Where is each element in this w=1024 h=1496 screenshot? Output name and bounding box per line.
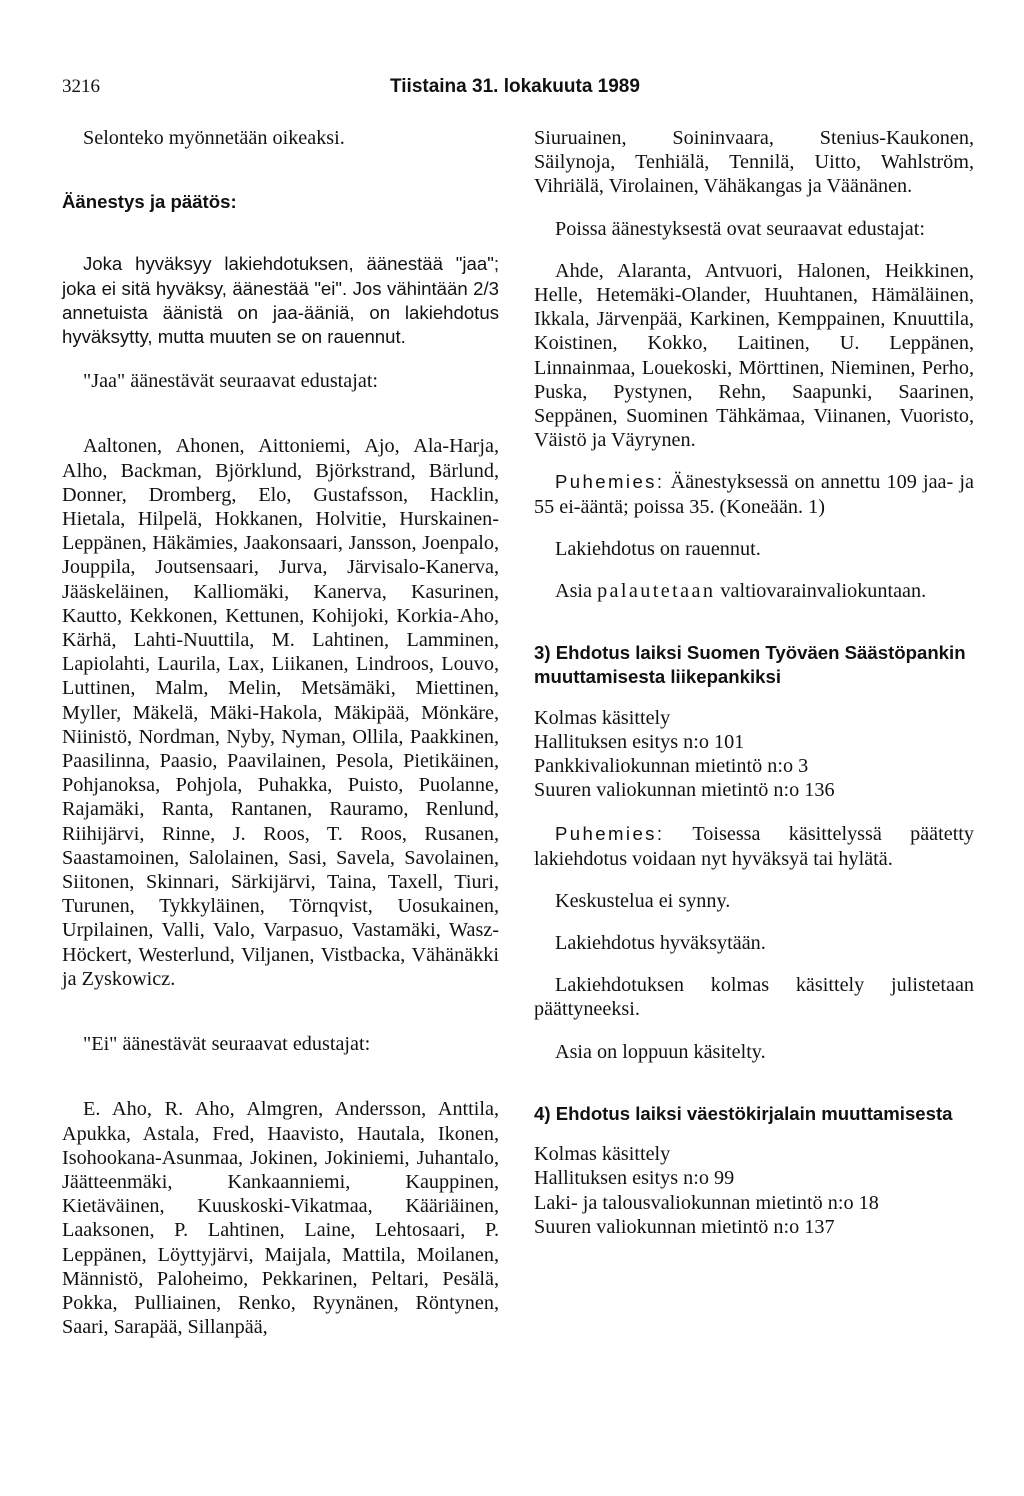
page-header: [62, 76, 962, 106]
vote-instructions: Joka hyväksyy lakiehdotuksen, äänestää "jaa"; joka ei sitä hyväksy, äänestää "ei". Jos vähintään 2/3 annetuista äänistä on jaa-ääniä, on lakiehdotus hyväksytty, mutta muuten se on rauennut.: [62, 253, 499, 348]
jaa-names: Aaltonen, Ahonen, Aittoniemi, Ajo, Ala-Harja, Alho, Backman, Björklund, Björkstrand, Bärlund, Donner, Dromberg, Elo, Gustafsson, Hacklin, Hietala, Hilpelä, Hokkanen, Holvitie, Hurskainen-Leppänen, Häkämies, Jaakonsaari, Jansson, Joenpalo, Jouppila, Joutsensaari, Jurva, Järvisalo-Kanerva, Jääskeläinen, Kalliomäki, Kanerva, Kasurinen, Kautto, Kekkonen, Kettunen, Kohijoki, Korkia-Aho, Kärhä, Lahti-Nuuttila, M. Lahtinen, Lamminen, Lapiolahti, Laurila, Lax, Liikanen, Lindroos, Louvo, Luttinen, Malm, Melin, Metsämäki, Miettinen, Myller, Mäkelä, Mäki-Hakola, Mäkipää, Mönkäre, Niinistö, Nordman, Nyby, Nyman, Ollila, Paakkinen, Paasilinna, Paasio, Paavilainen, Pesola, Pietikäinen, Pohjanoksa, Pohjola, Puhakka, Puisto, Puolanne, Rajamäki, Ranta, Rantanen, Rauramo, Renlund, Riihijärvi, Rinne, J. Roos, T. Roos, Rusanen, Saastamoinen, Salolainen, Sasi, Savela, Savolainen, Siitonen, Skinnari, Särkijärvi, Taina, Taxell, Tiuri, Turunen, Tykkyläinen, Törnqvist, Uosukainen, Urpilainen, Valli, Valo, Varpasuo, Vastamäki, Wasz-Höckert, Westerlund, Viljanen, Vistbacka, Vähänäkki ja Zyskowicz.: [62, 435, 499, 990]
item-done: Asia on loppuun käsitelty.: [555, 1040, 766, 1063]
item3-heading: 3) Ehdotus laiksi Suomen Työväen Säästöpankin muuttamisesta liikepankiksi: [534, 642, 966, 688]
item4-line: Kolmas käsittely: [534, 1143, 671, 1166]
item3-line: Pankkivaliokunnan mietintö n:o 3: [534, 755, 809, 778]
speaker-label: Puhemies:: [555, 471, 665, 493]
item4-line: Laki- ja talousvaliokunnan mietintö n:o 18: [534, 1191, 879, 1214]
item3-line: Hallituksen esitys n:o 101: [534, 730, 745, 753]
third-reading-closed: Lakiehdotuksen kolmas käsittely julistetaan päättyneeksi.: [534, 974, 974, 1021]
left-column: [62, 126, 499, 1339]
jaa-intro: "Jaa" äänestävät seuraavat edustajat:: [83, 370, 379, 393]
committee-name: valtiovarainvaliokuntaan.: [720, 580, 927, 603]
no-discussion: Keskustelua ei synny.: [555, 889, 731, 912]
absent-names: Ahde, Alaranta, Antvuori, Halonen, Heikkinen, Helle, Hetemäki-Olander, Huuhtanen, Hämäläinen, Ikkala, Järvenpää, Karkinen, Kemppainen, Knuuttila, Koistinen, Kokko, Laitinen, U. Leppänen, Linnainmaa, Louekoski, Mörttinen, Nieminen, Perho, Puska, Pystynen, Rehn, Saapunki, Saarinen, Seppänen, Suominen Tähkämaa, Viinanen, Vuoristo, Väistö ja Väyrynen.: [534, 259, 974, 452]
ei-names-continued: Siuruainen, Soininvaara, Stenius-Kaukonen, Säilynoja, Tenhiälä, Tennilä, Uitto, Wahlström, Vihriälä, Virolainen, Vähäkangas ja Väänänen.: [534, 127, 974, 198]
item4-line: Suuren valiokunnan mietintö n:o 137: [534, 1215, 835, 1238]
return-to-committee: [534, 579, 974, 603]
running-title: Tiistaina 31. lokakuuta 1989: [390, 76, 640, 97]
speaker-proposal-text: Toisessa käsittelyssä päätetty lakiehdotus voidaan nyt hyväksyä tai hylätä.: [534, 823, 975, 870]
vote-heading: Äänestys ja päätös:: [62, 191, 237, 213]
speaker-result-text: Äänestyksessä on annettu 109 jaa- ja 55 ei-ääntä; poissa 35. (Koneään. 1): [534, 471, 974, 518]
absent-intro: Poissa äänestyksestä ovat seuraavat edustajat:: [555, 217, 925, 240]
item4-line: Hallituksen esitys n:o 99: [534, 1167, 735, 1190]
item4-heading: 4) Ehdotus laiksi väestökirjalain muuttamisesta: [534, 1102, 953, 1124]
speaker-label: Puhemies:: [555, 823, 665, 845]
approved-statement: Lakiehdotus hyväksytään.: [555, 932, 766, 955]
item3-line: Suuren valiokunnan mietintö n:o 136: [534, 779, 835, 802]
ei-names: E. Aho, R. Aho, Almgren, Andersson, Anttila, Apukka, Astala, Fred, Haavisto, Hautala, Ikonen, Isohookana-Asunmaa, Jokinen, Jokiniemi, Juhantalo, Jäätteenmäki, Kankaanniemi, Kauppinen, Kietäväinen, Kuuskoski-Vikatmaa, Kääriäinen, Laaksonen, P. Lahtinen, Laine, Lehtosaari, P. Leppänen, Löyttyjärvi, Maijala, Mattila, Moilanen, Männistö, Paloheimo, Pekkarinen, Peltari, Pesälä, Pokka, Pulliainen, Renko, Ryynänen, Röntynen, Saari, Sarapää, Sillanpää,: [62, 1098, 499, 1339]
approval-paragraph: Selonteko myönnetään oikeaksi.: [83, 127, 345, 149]
right-column: [534, 126, 974, 1239]
speaker-result: [534, 470, 974, 518]
page-number: 3216: [62, 76, 100, 97]
asia-word: Asia: [555, 580, 593, 603]
rejected-statement: Lakiehdotus on rauennut.: [555, 537, 761, 560]
item3-line: Kolmas käsittely: [534, 706, 671, 729]
ei-intro: "Ei" äänestävät seuraavat edustajat:: [83, 1033, 371, 1056]
item4-details: [534, 1142, 974, 1239]
palautetaan-word: palautetaan: [597, 580, 716, 603]
item3-details: [534, 706, 974, 803]
speaker-proposal: [534, 822, 974, 870]
